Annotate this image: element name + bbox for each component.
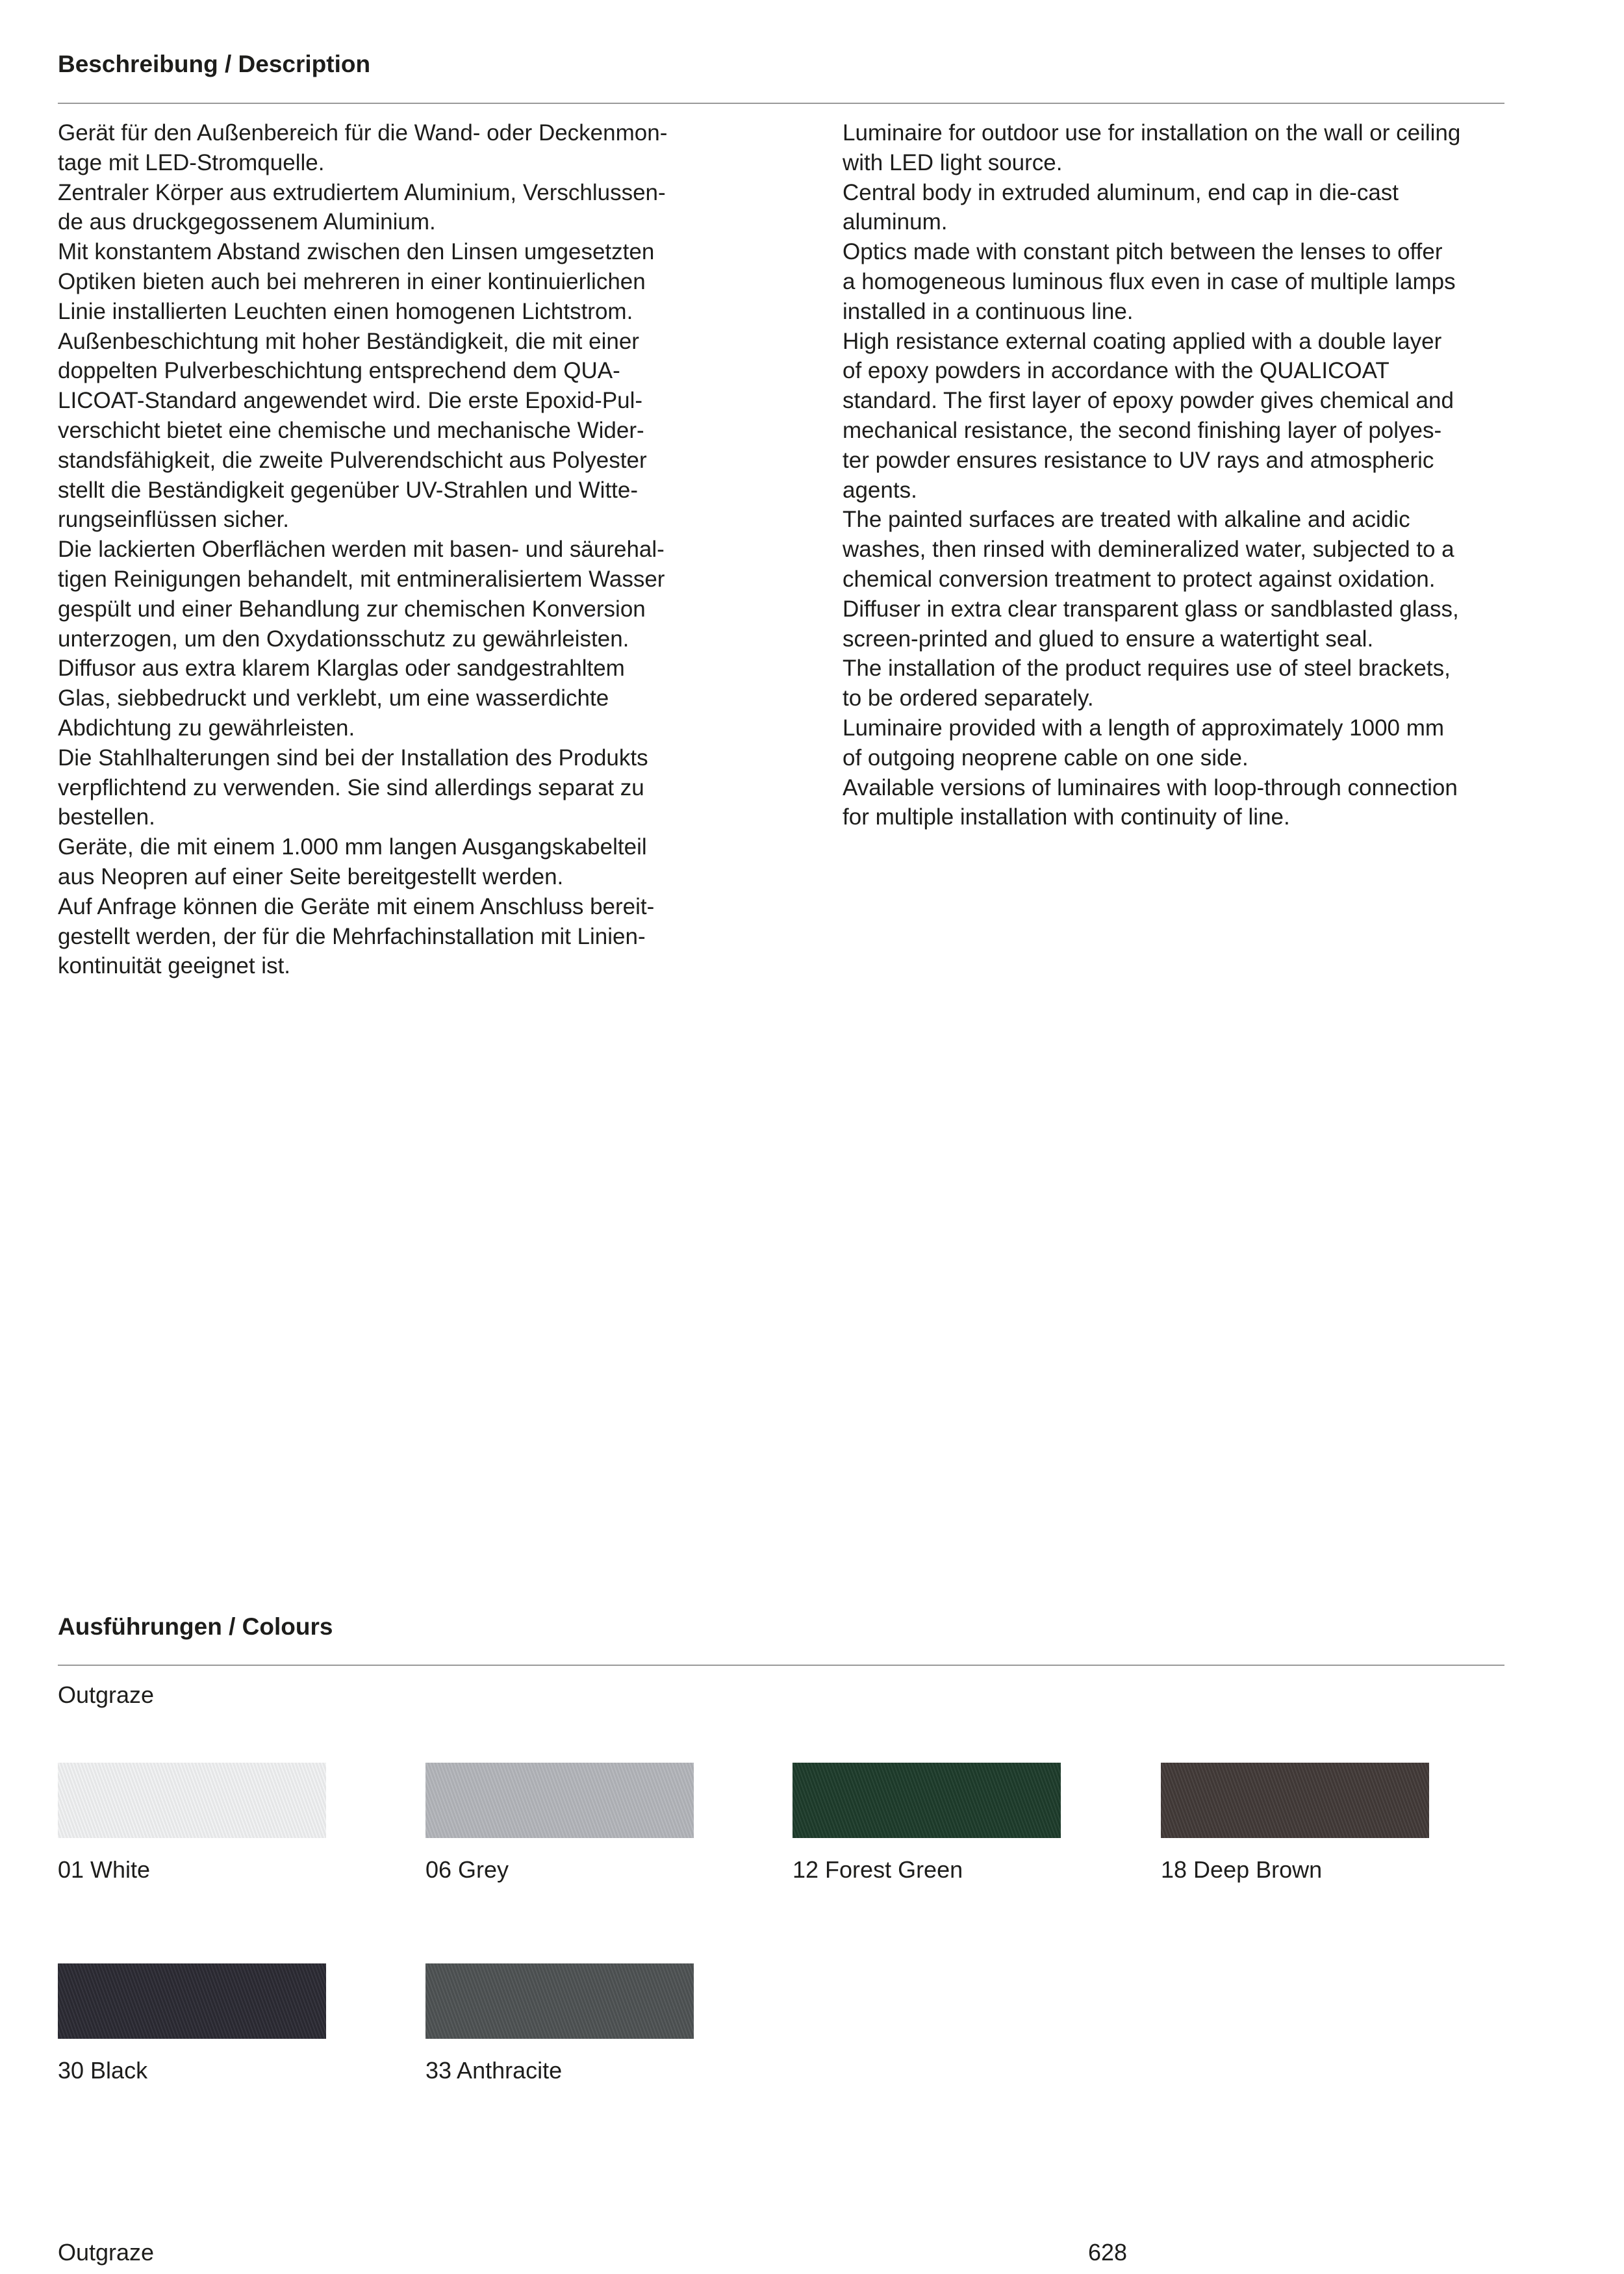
text-line: Die Stahlhalterungen sind bei der Installation des Produkts (58, 745, 648, 771)
text-line: doppelten Pulverbeschichtung entsprechend dem QUA- (58, 358, 620, 384)
text-line: Abdichtung zu gewährleisten. (58, 715, 355, 741)
colour-label: 01 White (58, 1856, 151, 1883)
text-line: The installation of the product requires use of steel brackets, (843, 656, 1451, 682)
text-line: Auf Anfrage können die Geräte mit einem Anschluss bereit- (58, 893, 655, 919)
text-line: screen-printed and glued to ensure a watertight seal. (843, 626, 1374, 652)
text-line: Außenbeschichtung mit hoher Beständigkeit, die mit einer (58, 328, 639, 354)
text-line: Diffusor aus extra klarem Klarglas oder sandgestrahltem (58, 656, 625, 682)
text-line: verschicht bietet eine chemische und mechanische Wider- (58, 417, 644, 443)
text-line: chemical conversion treatment to protect against oxidation. (843, 566, 1436, 592)
text-line: of outgoing neoprene cable on one side. (843, 745, 1249, 771)
text-line: standard. The first layer of epoxy powder gives chemical and (843, 388, 1454, 414)
text-line: verpflichtend zu verwenden. Sie sind allerdings separat zu (58, 774, 644, 800)
colour-swatch (58, 1763, 326, 1838)
text-line: standsfähigkeit, die zweite Pulverendschicht aus Polyester (58, 447, 647, 473)
text-line: mechanical resistance, the second finishing layer of polyes- (843, 417, 1442, 443)
text-line: tage mit LED-Stromquelle. (58, 149, 325, 175)
colour-swatch (1161, 1763, 1429, 1838)
text-line: kontinuität geeignet ist. (58, 953, 291, 979)
product-name: Outgraze (58, 1681, 155, 1708)
text-line: to be ordered separately. (843, 685, 1094, 711)
text-line: aluminum. (843, 209, 948, 235)
text-line: ter powder ensures resistance to UV rays and atmospheric (843, 447, 1434, 473)
text-line: Optiken bieten auch bei mehreren in einer kontinuierlichen (58, 268, 646, 294)
text-line: for multiple installation with continuity of line. (843, 804, 1290, 830)
text-line: Gerät für den Außenbereich für die Wand- oder Deckenmon- (58, 120, 668, 146)
text-line: Linie installierten Leuchten einen homogenen Lichtstrom. (58, 298, 633, 324)
text-line: de aus druckgegossenem Aluminium. (58, 209, 436, 235)
text-line: gespült und einer Behandlung zur chemischen Konversion (58, 596, 646, 622)
text-line: Luminaire for outdoor use for installation on the wall or ceiling (843, 120, 1461, 146)
text-line: rungseinflüssen sicher. (58, 507, 290, 533)
colours-heading: Ausführungen / Colours (58, 1613, 333, 1640)
text-line: LICOAT-Standard angewendet wird. Die erste Epoxid-Pul- (58, 388, 643, 414)
text-line: unterzogen, um den Oxydationsschutz zu gewährleisten. (58, 626, 629, 652)
text-line: Zentraler Körper aus extrudiertem Aluminium, Verschlussen- (58, 179, 666, 205)
text-line: aus Neopren auf einer Seite bereitgestellt werden. (58, 863, 564, 889)
text-line: Geräte, die mit einem 1.000 mm langen Ausgangskabelteil (58, 834, 647, 860)
text-line: Optics made with constant pitch between the lenses to offer (843, 239, 1443, 265)
colour-swatch (58, 1963, 326, 2039)
colour-label: 18 Deep Brown (1161, 1856, 1323, 1883)
text-line: installed in a continuous line. (843, 298, 1134, 324)
description-german (58, 118, 667, 981)
text-line: Die lackierten Oberflächen werden mit basen- und säurehal- (58, 537, 665, 563)
colour-label: 06 Grey (425, 1856, 509, 1883)
colour-swatch (425, 1763, 694, 1838)
colour-swatch (425, 1963, 694, 2039)
text-line: Glas, siebbedruckt und verklebt, um eine wasserdichte (58, 685, 609, 711)
colour-label: 12 Forest Green (793, 1856, 963, 1883)
text-line: stellt die Beständigkeit gegenüber UV-Strahlen und Witte- (58, 477, 639, 503)
text-line: Mit konstantem Abstand zwischen den Linsen umgesetzten (58, 239, 655, 265)
text-line: Central body in extruded aluminum, end cap in die-cast (843, 179, 1399, 205)
colour-swatch (793, 1763, 1061, 1838)
page-number: 628 (1088, 2239, 1128, 2266)
text-line: High resistance external coating applied with a double layer (843, 328, 1442, 354)
divider (58, 1665, 1504, 1666)
text-line: of epoxy powders in accordance with the QUALICOAT (843, 358, 1389, 384)
description-english (843, 118, 1460, 832)
colour-label: 33 Anthracite (425, 2057, 563, 2084)
text-line: gestellt werden, der für die Mehrfachinstallation mit Linien- (58, 923, 646, 949)
description-heading: Beschreibung / Description (58, 51, 371, 77)
text-line: washes, then rinsed with demineralized water, subjected to a (843, 537, 1454, 563)
footer-product: Outgraze (58, 2239, 155, 2266)
text-line: Luminaire provided with a length of approximately 1000 mm (843, 715, 1445, 741)
text-line: with LED light source. (843, 149, 1063, 175)
text-line: Diffuser in extra clear transparent glass or sandblasted glass, (843, 596, 1459, 622)
colour-label: 30 Black (58, 2057, 148, 2084)
text-line: tigen Reinigungen behandelt, mit entmineralisiertem Wasser (58, 566, 665, 592)
divider (58, 103, 1504, 104)
text-line: Available versions of luminaires with loop-through connection (843, 774, 1458, 800)
text-line: agents. (843, 477, 917, 503)
text-line: a homogeneous luminous flux even in case of multiple lamps (843, 268, 1456, 294)
text-line: The painted surfaces are treated with alkaline and acidic (843, 507, 1410, 533)
text-line: bestellen. (58, 804, 155, 830)
